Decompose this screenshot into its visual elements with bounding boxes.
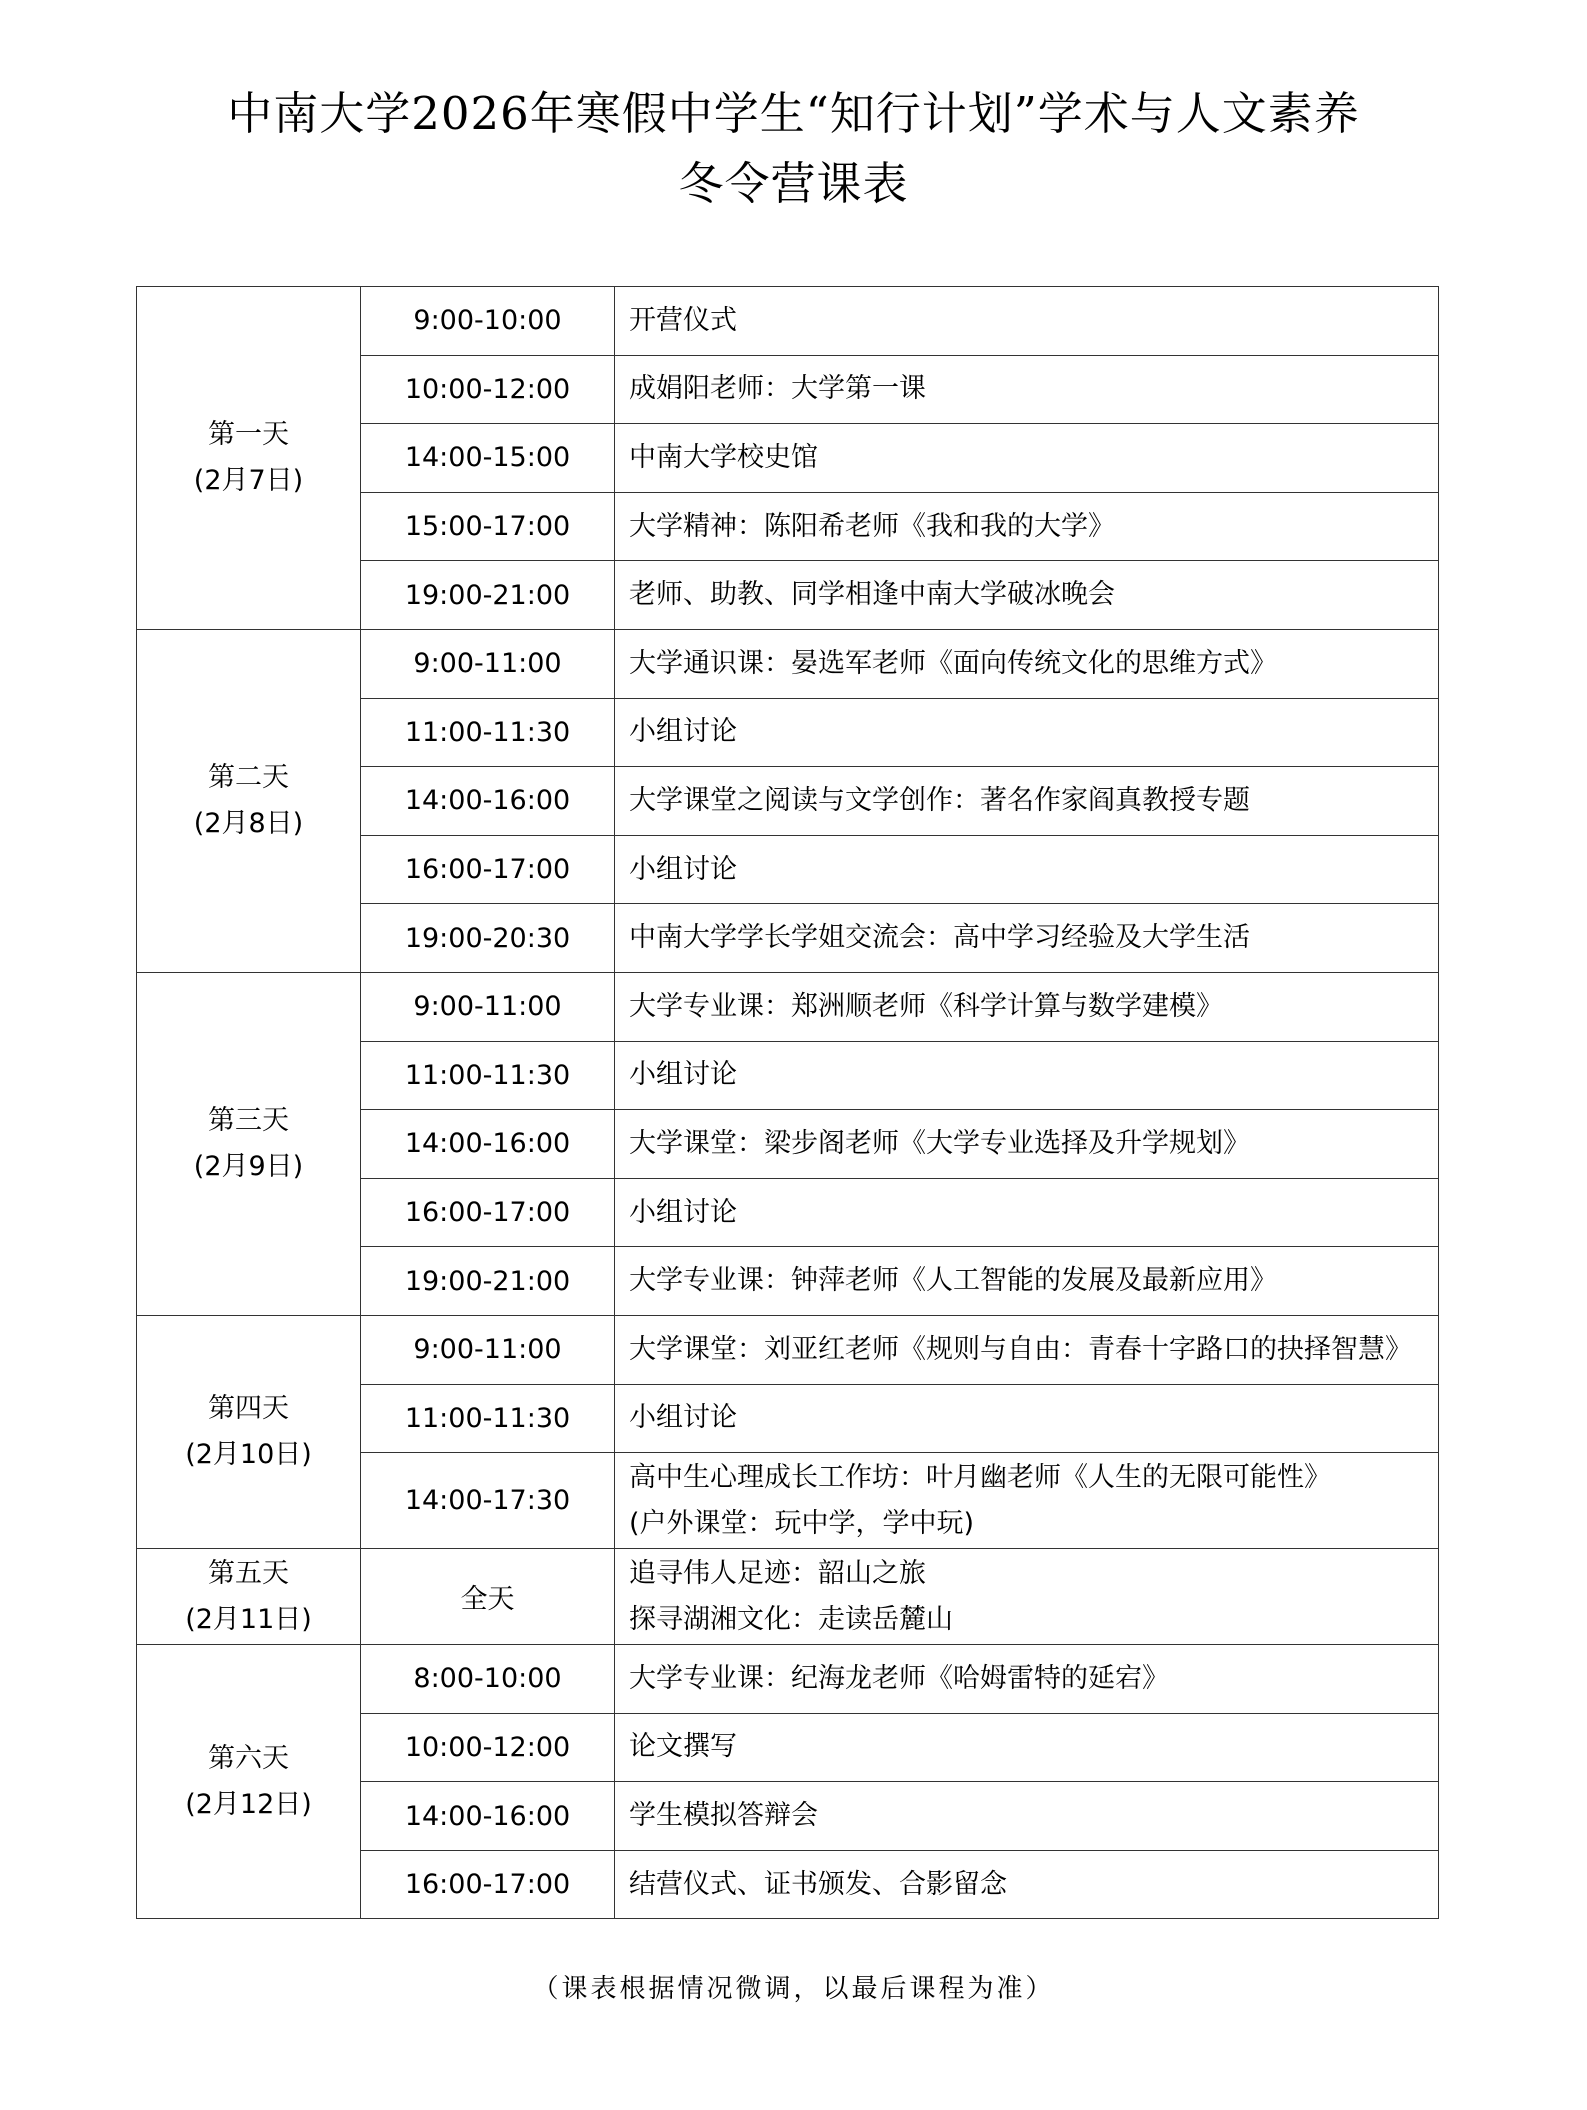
- session-time: 9:00-11:00: [361, 629, 615, 698]
- activity-text: 小组讨论: [629, 1059, 737, 1091]
- session-activity: [615, 424, 1439, 493]
- day-cell: [137, 1645, 361, 1919]
- session-activity: [615, 1782, 1439, 1851]
- session-activity: [615, 1384, 1439, 1453]
- session-activity: [615, 1247, 1439, 1316]
- schedule-row: [137, 287, 1439, 356]
- session-time: 14:00-15:00: [361, 424, 615, 493]
- session-activity: [615, 972, 1439, 1041]
- session-time: 11:00-11:30: [361, 1384, 615, 1453]
- activity-text: 小组讨论: [629, 853, 737, 885]
- day-name: 第四天: [208, 1393, 289, 1424]
- activity-text: 大学专业课：郑洲顺老师《科学计算与数学建模》: [629, 990, 1223, 1022]
- session-time: 9:00-11:00: [361, 1315, 615, 1384]
- session-time: 19:00-21:00: [361, 1247, 615, 1316]
- session-time: 16:00-17:00: [361, 835, 615, 904]
- day-cell: [137, 629, 361, 972]
- session-activity: [615, 629, 1439, 698]
- session-time: 全天: [361, 1549, 615, 1645]
- session-time: 19:00-20:30: [361, 904, 615, 973]
- day-date: (2月12日): [185, 1788, 312, 1820]
- activity-text: 学生模拟答辩会: [629, 1800, 818, 1832]
- session-time: 14:00-16:00: [361, 1782, 615, 1851]
- session-time: 11:00-11:30: [361, 1041, 615, 1110]
- session-activity: [615, 835, 1439, 904]
- session-time: 10:00-12:00: [361, 355, 615, 424]
- day-date: (2月11日): [185, 1603, 312, 1635]
- session-time: 16:00-17:00: [361, 1178, 615, 1247]
- day-cell: [137, 1549, 361, 1645]
- session-activity: [615, 287, 1439, 356]
- session-time: 14:00-16:00: [361, 1110, 615, 1179]
- day-cell: [137, 1315, 361, 1548]
- activity-text: 小组讨论: [629, 1196, 737, 1228]
- session-activity: [615, 1713, 1439, 1782]
- activity-text: 小组讨论: [629, 1402, 737, 1434]
- day-date: (2月9日): [193, 1150, 304, 1182]
- session-activity: [615, 1110, 1439, 1179]
- session-time: 8:00-10:00: [361, 1645, 615, 1714]
- session-time: 14:00-17:30: [361, 1453, 615, 1549]
- activity-text: 大学课堂：梁步阁老师《大学专业选择及升学规划》: [629, 1127, 1250, 1159]
- session-time: 19:00-21:00: [361, 561, 615, 630]
- day-name: 第六天: [208, 1742, 289, 1774]
- schedule-body: [137, 287, 1439, 1919]
- day-name: 第一天: [208, 418, 289, 450]
- day-name: 第三天: [208, 1104, 289, 1136]
- activity-text: 中南大学校史馆: [629, 441, 818, 473]
- session-activity: [615, 698, 1439, 767]
- activity-text: (户外课堂：玩中学，学中玩): [629, 1507, 975, 1539]
- session-time: 14:00-16:00: [361, 767, 615, 836]
- day-cell: [137, 287, 361, 630]
- session-time: 16:00-17:00: [361, 1850, 615, 1919]
- document-title-line1: 中南大学2026年寒假中学生“知行计划”学术与人文素养: [227, 87, 1360, 140]
- session-activity: [615, 1178, 1439, 1247]
- activity-text: 大学精神：陈阳希老师《我和我的大学》: [629, 510, 1115, 542]
- day-date: (2月7日): [193, 464, 304, 496]
- session-time: 15:00-17:00: [361, 492, 615, 561]
- schedule-row: [137, 1315, 1439, 1384]
- session-activity: [615, 767, 1439, 836]
- document-title-line2: 冬令营课表: [678, 157, 909, 210]
- session-time: 9:00-10:00: [361, 287, 615, 356]
- session-activity: [615, 561, 1439, 630]
- session-activity: [615, 1453, 1439, 1549]
- activity-text: 大学通识课：晏选军老师《面向传统文化的思维方式》: [629, 647, 1277, 679]
- activity-text: 开营仪式: [629, 304, 737, 336]
- activity-text: 老师、助教、同学相逢中南大学破冰晚会: [629, 579, 1115, 611]
- activity-text: 探寻湖湘文化：走读岳麓山: [629, 1603, 953, 1635]
- session-time: 11:00-11:30: [361, 698, 615, 767]
- footnote: （课表根据情况微调，以最后课程为准）: [532, 1974, 1055, 2004]
- session-activity: [615, 1645, 1439, 1714]
- schedule-row: [137, 1549, 1439, 1645]
- day-date: (2月8日): [193, 807, 304, 839]
- session-activity: [615, 492, 1439, 561]
- session-time: 10:00-12:00: [361, 1713, 615, 1782]
- session-time: 9:00-11:00: [361, 972, 615, 1041]
- session-activity: [615, 1549, 1439, 1645]
- schedule-table: [136, 286, 1439, 1919]
- activity-text: 结营仪式、证书颁发、合影留念: [629, 1868, 1007, 1900]
- activity-text: 大学课堂之阅读与文学创作：著名作家阎真教授专题: [629, 784, 1250, 816]
- session-activity: [615, 1850, 1439, 1919]
- schedule-row: [137, 1645, 1439, 1714]
- session-activity: [615, 904, 1439, 973]
- session-activity: [615, 1315, 1439, 1384]
- activity-text: 大学专业课：纪海龙老师《哈姆雷特的延宕》: [629, 1662, 1169, 1694]
- activity-text: 论文撰写: [629, 1731, 737, 1763]
- activity-text: 成娟阳老师：大学第一课: [629, 373, 926, 405]
- session-activity: [615, 1041, 1439, 1110]
- activity-text: 追寻伟人足迹：韶山之旅: [629, 1557, 926, 1589]
- activity-text: 高中生心理成长工作坊：叶月幽老师《人生的无限可能性》: [629, 1461, 1331, 1493]
- activity-text: 小组讨论: [629, 716, 737, 748]
- day-cell: [137, 972, 361, 1315]
- activity-text: 大学课堂：刘亚红老师《规则与自由：青春十字路口的抉择智慧》: [629, 1333, 1412, 1365]
- day-date: (2月10日): [185, 1439, 312, 1470]
- session-activity: [615, 355, 1439, 424]
- day-name: 第五天: [208, 1557, 289, 1589]
- activity-text: 大学专业课：钟萍老师《人工智能的发展及最新应用》: [629, 1265, 1277, 1297]
- activity-text: 中南大学学长学姐交流会：高中学习经验及大学生活: [629, 922, 1250, 954]
- day-name: 第二天: [208, 761, 289, 793]
- schedule-row: [137, 972, 1439, 1041]
- schedule-row: [137, 629, 1439, 698]
